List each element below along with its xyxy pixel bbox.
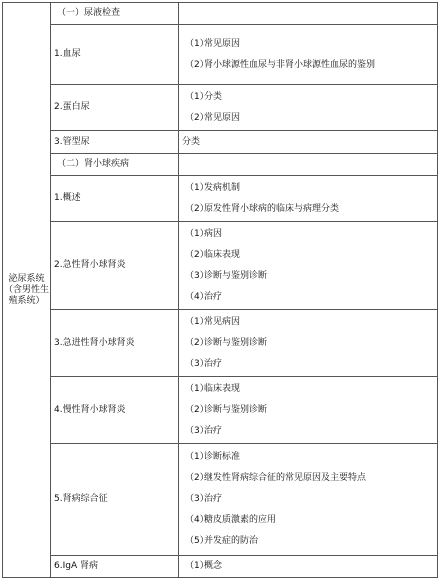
point-text: 诊断与鉴别诊断: [204, 337, 268, 348]
points-cell: [179, 131, 438, 154]
list-item: [185, 405, 434, 416]
list-item: [185, 561, 434, 572]
list-item: [185, 229, 434, 240]
table-row: [3, 222, 438, 310]
table-row: [3, 444, 438, 556]
table-row: [3, 85, 438, 131]
list-item: [185, 452, 434, 463]
unit-name: 2.蛋白尿: [51, 85, 179, 131]
points-cell: [179, 377, 438, 444]
point-text: 分类: [204, 91, 223, 102]
list-item: [185, 39, 434, 50]
list-item: [185, 60, 434, 71]
point-text: 肾小球源性血尿与非肾小球源性血尿的鉴别: [204, 59, 376, 70]
point-number: （1）: [185, 561, 209, 571]
list-item: [185, 204, 434, 215]
points-cell: [179, 25, 438, 85]
unit-name: 3.急进性肾小球肾炎: [51, 310, 179, 377]
section-row: [3, 154, 438, 176]
unit-name: 1.血尿: [51, 25, 179, 85]
table-row: [3, 556, 438, 578]
point-number: （2）: [185, 59, 209, 70]
system-cell: 泌尿系统（含男性生殖系统）: [3, 3, 51, 578]
point-number: （1）: [185, 182, 209, 193]
syllabus-table: [2, 2, 438, 578]
point-number: （1）: [185, 316, 209, 327]
point-number: （4）: [185, 515, 209, 525]
list-item: [185, 473, 434, 484]
list-item: [185, 494, 434, 505]
list-item: [185, 113, 434, 124]
list-item: [185, 338, 434, 349]
list-item: [185, 515, 434, 526]
point-number: （2）: [185, 249, 209, 260]
table-row: [3, 25, 438, 85]
points-cell: [179, 85, 438, 131]
list-item: [185, 250, 434, 261]
point-number: （1）: [185, 91, 209, 102]
point-text: 临床表现: [204, 249, 241, 260]
point-text: 并发症的防治: [204, 536, 259, 546]
point-number: （2）: [185, 203, 209, 214]
section-row: [3, 3, 438, 25]
points-cell: [179, 176, 438, 222]
point-text: 发病机制: [204, 182, 241, 193]
table-row: [3, 310, 438, 377]
list-item: [185, 183, 434, 194]
list-item: [185, 426, 434, 437]
point-text: 诊断与鉴别诊断: [204, 270, 268, 281]
blank-cell: [179, 3, 438, 25]
point-text: 常见原因: [204, 38, 241, 49]
point-number: （1）: [185, 38, 209, 49]
point-number: （1）: [185, 383, 209, 394]
point-text: 治疗: [204, 358, 223, 369]
unit-name: 4.慢性肾小球肾炎: [51, 377, 179, 444]
point-text: 诊断与鉴别诊断: [204, 404, 268, 415]
point-number: （3）: [185, 494, 209, 504]
point-text: 治疗: [204, 291, 223, 302]
point-text: 原发性肾小球病的临床与病理分类: [204, 203, 340, 214]
list-item: [185, 92, 434, 103]
point-number: （1）: [185, 452, 209, 462]
list-item: [185, 317, 434, 328]
list-item: [185, 536, 434, 547]
point-text: 诊断标准: [204, 452, 241, 462]
points-cell: [179, 556, 438, 578]
points-cell: [179, 310, 438, 377]
point-number: （3）: [185, 270, 209, 281]
unit-name: 3.管型尿: [51, 131, 179, 154]
point-text: 糖皮质激素的应用: [204, 515, 277, 525]
table-row: [3, 377, 438, 444]
blank-cell: [179, 154, 438, 176]
point-number: （2）: [185, 473, 209, 483]
point-text: 概念: [204, 561, 223, 571]
points-cell: [179, 222, 438, 310]
list-item: [185, 292, 434, 303]
point-number: （2）: [185, 337, 209, 348]
point-text: 分类: [182, 136, 201, 147]
point-text: 常见原因: [204, 112, 241, 123]
point-number: （1）: [185, 228, 209, 239]
point-text: 病因: [204, 228, 223, 239]
point-text: 治疗: [204, 494, 223, 504]
point-number: （3）: [185, 425, 209, 436]
points-cell: [179, 444, 438, 556]
unit-name: 5.肾病综合征: [51, 444, 179, 556]
list-item: [185, 384, 434, 395]
syllabus-document: [2, 2, 437, 571]
unit-name: 2.急性肾小球肾炎: [51, 222, 179, 310]
list-item: [185, 359, 434, 370]
point-text: 治疗: [204, 425, 223, 436]
point-text: 临床表现: [204, 383, 241, 394]
point-number: （2）: [185, 404, 209, 415]
point-number: （3）: [185, 358, 209, 369]
unit-name: 1.概述: [51, 176, 179, 222]
point-text: 常见病因: [204, 316, 241, 327]
section-title: （一）尿液检查: [51, 3, 179, 25]
point-number: （2）: [185, 112, 209, 123]
table-row: [3, 176, 438, 222]
table-row: [3, 131, 438, 154]
point-text: 继发性肾病综合征的常见原因及主要特点: [204, 473, 367, 483]
list-item: [185, 271, 434, 282]
unit-name: 6.IgA 肾病: [51, 556, 179, 578]
point-number: （4）: [185, 291, 209, 302]
point-number: （5）: [185, 536, 209, 546]
section-title: （二）肾小球疾病: [51, 154, 179, 176]
